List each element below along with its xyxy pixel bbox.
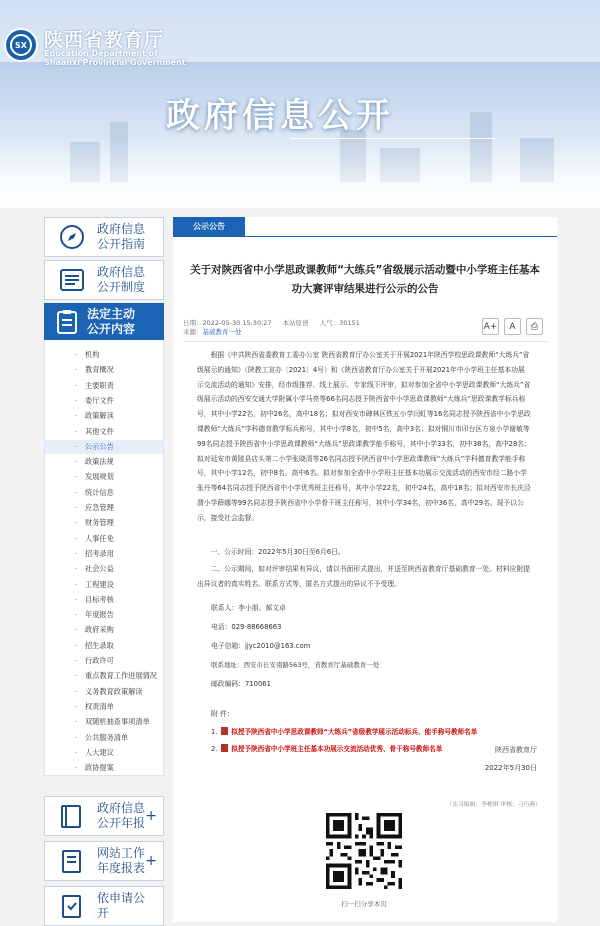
print-button[interactable]: ⎙ [526,318,543,335]
attachment-label: 附 件： [211,710,234,718]
sidebar-category-item[interactable]: · 发展规划 [45,470,163,484]
page-header [0,0,600,208]
sidebar-category-item[interactable]: · 人事任免 [45,532,163,546]
article-title [177,261,553,299]
sidebar-category-item[interactable]: · 机构 [45,348,163,362]
article-paragraph-1: 根据《中共陕西省委教育工委办公室 陕西省教育厅办公室关于开展2021年陕西学校思政课教师“大练兵”省级展示的通知》（陕教工宣办〔2021〕4号）和《陕西省教育厅办公室关于开展2021年中小学班主任基本功展示交流活动的通知》安排，经市级推荐、线上展示、专家线下评审，拟对参加全省中小学思政课教师“大练兵”省级展示活动的西安交通大学附属小学马亮等66名同志授予陕西省中小学思政课教师“大练兵”思政课教学标兵称号，其中小学22名，初中26名，高中18名；拟对西安市碑林区铁五小学闫虹等16名同志授予陕西省中小学思政课教师“大练兵”学科德育教学标兵称号，其中小学8名，初中5名，高中3名；拟对铜川市印台区方泉小学谢敏等99名同志授予陕西省中小学思政课教师“大练兵”思政课教学能手称号，其中小学33名，初中38名，高中28名；拟对延安市黄陵县店头第二小学张晓清等26名同志授予陕西省中小学思政课教师“大练兵”学科德育教学能手称号，其中小学12名，初中8名，高中6名。拟对参加全省中小学班主任基本功展示交流活动的西安市经二路小学张丹等64名同志授予陕西省中小学优秀班主任称号，其中小学22名，初中24名，高中18名；拟对西安市长庆泾渭小学薛娜等99名同志授予陕西省中小学骨干班主任称号，其中小学34名，初中36名，高中29名。现予以公示，接受社会监督。 [197,351,531,522]
sidebar-item-label: 依申请公开 [97,891,146,920]
article-meta [183,319,369,327]
sidebar-item-label: 法定主动公开内容 [87,306,136,336]
sidebar-category-item[interactable]: · 主要职责 [45,379,163,393]
sidebar-category-item[interactable]: · 统计信息 [45,486,163,500]
document-icon [56,309,78,335]
org-name-cn[interactable]: 陕西省教育厅 [44,29,165,51]
sidebar-item-label: 政府信息公开指南 [97,222,146,251]
sidebar-category-item[interactable]: · 其他文件 [45,425,163,439]
sidebar-category-item[interactable]: · 双随机抽查事项清单 [45,715,163,729]
sidebar-category-item[interactable]: · 教育概况 [45,363,163,377]
source-link[interactable]: 基础教育一处 [202,328,242,336]
sidebar-category-item[interactable]: · 重点教育工作进展情况 [45,669,163,683]
article-paragraph-3: 二、公示期间，如对评审结果有异议，请以书面形式提出，并送至陕西省教育厅基础教育一处。材料应附提出异议者的真实姓名、联系方式等，匿名方式提出的异议不予受理。 [197,565,531,588]
sidebar-category-item[interactable]: · 工程建设 [45,578,163,592]
ministry-logo[interactable]: SX [4,28,38,62]
sidebar-category-item[interactable]: · 政策法规 [45,455,163,469]
sidebar-item-label: 政府信息公开年报 [97,801,146,830]
attachment-link-1[interactable]: 1. 拟授予陕西省中小学思政课教师“大练兵”省级教学展示活动标兵、能手称号教师名单 [211,728,478,736]
sidebar-item-label: 政府信息公开制度 [97,265,146,294]
sidebar-category-item[interactable]: · 社会公益 [45,562,163,576]
tab-bar [173,217,557,237]
qr-code [326,813,402,889]
contact-address: 联系地址：西安市长安南路563号，省教育厅基础教育一处 [211,661,380,669]
category-list [44,340,164,776]
compass-icon [54,219,90,255]
expand-icon[interactable]: + [145,808,157,824]
sidebar-category-item[interactable]: · 应急管理 [45,501,163,515]
font-increase-button[interactable]: A+ [482,318,499,335]
org-name-en-line1: Education Department of [44,49,158,58]
sidebar-category-item[interactable]: · 年度报告 [45,608,163,622]
sidebar-category-item[interactable]: · 行政许可 [45,654,163,668]
sidebar-item-site-report[interactable] [44,841,164,881]
sidebar-category-item[interactable]: · 公示公告 [45,440,163,454]
form-icon [54,888,90,924]
qr-caption: 扫一扫分享本页 [341,900,387,908]
publish-date: 日期：2022-05-30 15:30:27 [183,319,272,327]
sidebar-item-apply[interactable] [44,886,164,926]
report-icon [54,843,90,879]
list-icon [54,262,90,298]
attachment-title: 拟授予陕西省中小学班主任基本功展示交流活动优秀、骨干称号教师名单 [231,745,443,753]
article-source [183,327,242,336]
sidebar-item-annual-report[interactable] [44,796,164,836]
tab-announcements[interactable]: 公示公告 [173,217,245,237]
sidebar-category-item[interactable]: · 政协提案 [45,761,163,775]
sidebar-category-item[interactable]: · 公共服务清单 [45,731,163,745]
meta-divider [183,341,547,342]
contact-postcode: 邮政编码：710061 [211,680,271,688]
file-icon [221,727,228,735]
sidebar-category-item[interactable]: · 权责清单 [45,700,163,714]
sidebar-category-item[interactable]: · 委厅文件 [45,394,163,408]
sidebar-category-item[interactable]: · 招考录用 [45,547,163,561]
attachment-link-2[interactable]: 2. 拟授予陕西省中小学班主任基本功展示交流活动优秀、骨干称号教师名单 [211,745,443,753]
sidebar-category-item[interactable]: · 招生录取 [45,639,163,653]
contact-email: 电子信箱：jjyc2010@163.com [211,642,311,650]
signing-date: 2022年5月30日 [484,764,537,772]
sidebar-category-item[interactable]: · 人大建议 [45,746,163,760]
title-underline [290,138,495,139]
book-icon [54,798,90,834]
article-title-line1: 关于对陕西省中小学思政课教师“大练兵”省级展示活动暨中小学班主任基本 [190,264,540,276]
author: 本站原创 [282,319,309,327]
sidebar-category-item[interactable]: · 目标考核 [45,593,163,607]
sidebar-category-item[interactable]: · 政府采购 [45,623,163,637]
sidebar-item-label: 网站工作年度报表 [97,846,146,875]
editor-credit: （实习编辑：李梗琪 审核：刁巧燕） [446,802,541,808]
signing-org: 陕西省教育厅 [495,746,537,754]
sidebar-category-item[interactable]: · 义务教育政策解读 [45,685,163,699]
page-title: 政府信息公开 [166,96,394,136]
file-icon [221,744,228,752]
article-title-line2: 功大赛评审结果进行公示的公告 [291,283,439,295]
view-count: 人气：30151 [319,319,360,327]
sidebar-category-item[interactable]: · 财务管理 [45,516,163,530]
source-label: 来源： [183,328,203,336]
attachment-title: 拟授予陕西省中小学思政课教师“大练兵”省级教学展示活动标兵、能手称号教师名单 [231,728,478,736]
article-paragraph-2: 一、公示时间：2022年5月30日至6月6日。 [210,548,345,556]
sidebar-item-guide[interactable] [44,217,164,257]
contact-person: 联系人：李小朋、郝文卓 [211,604,286,612]
sidebar-item-active-content[interactable] [44,303,164,340]
sidebar-category-item[interactable]: · 政策解读 [45,409,163,423]
font-decrease-button[interactable]: A [504,318,521,335]
article-panel [173,217,557,922]
sidebar-item-system[interactable] [44,260,164,300]
contact-phone: 电话：029-88668663 [211,623,282,631]
org-name-en-line2: Shaanxi Provincial Government [44,58,186,67]
expand-icon[interactable]: + [145,853,157,869]
text-tools [482,318,543,335]
